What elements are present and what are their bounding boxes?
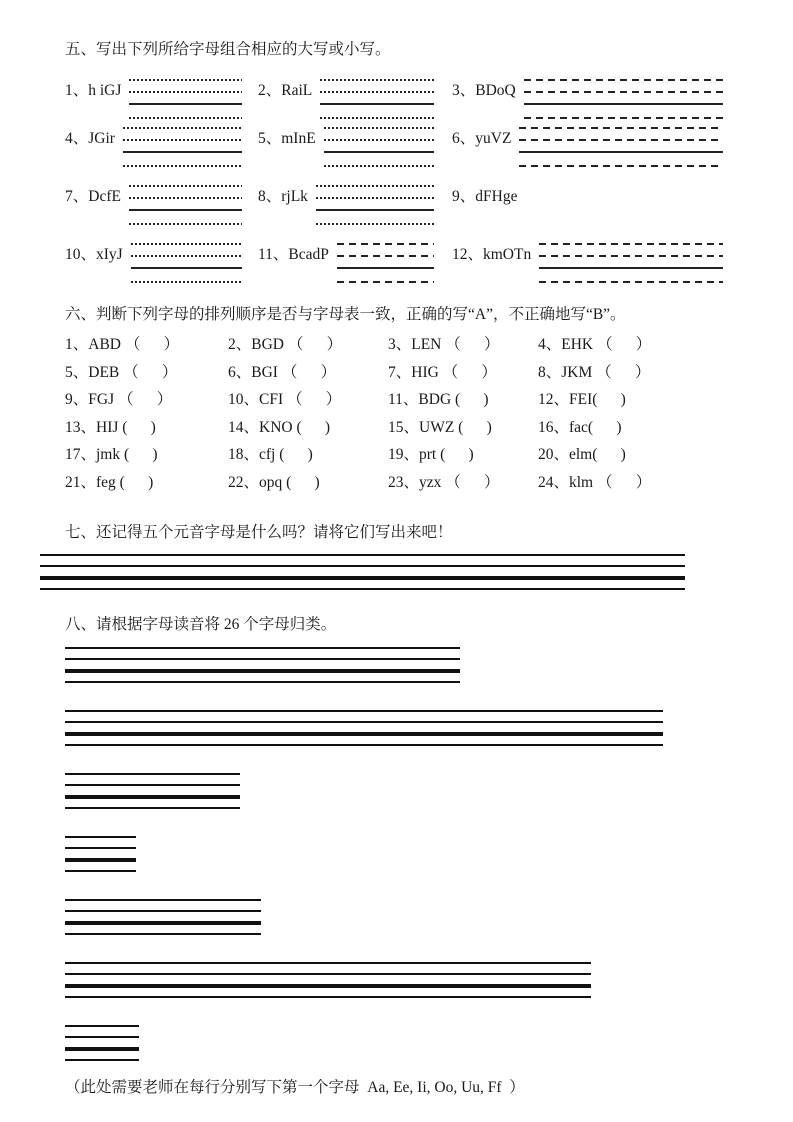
answer-line-thick (65, 795, 240, 799)
answer-line-thin (65, 996, 591, 998)
writing-line-solid (524, 103, 723, 105)
writing-line-dashed (539, 281, 723, 283)
writing-grid (337, 242, 434, 283)
writing-line-dashed (519, 139, 723, 141)
writing-line-solid (129, 209, 242, 211)
answer-line-thick (40, 576, 685, 580)
writing-line-dashed (337, 255, 434, 257)
writing-grid (324, 126, 434, 167)
writing-line-dashed (524, 117, 723, 119)
writing-line-dashed (316, 197, 434, 199)
answer-line-thin (65, 933, 261, 935)
letter-combo-item-4 (65, 126, 258, 167)
section-7-title: 七、还记得五个元音字母是什么吗？请将它们写出来吧！ (65, 523, 453, 541)
writing-line-solid (129, 103, 242, 105)
judge-item-12: 12、FEI( ) (538, 391, 626, 409)
writing-line-dashed (131, 281, 242, 283)
writing-line-dashed (129, 79, 242, 81)
writing-line-solid (337, 267, 434, 269)
answer-line-thin (65, 973, 591, 975)
writing-line-dashed (129, 223, 242, 225)
answer-line-thin (65, 1036, 139, 1038)
answer-line-thick (65, 858, 136, 862)
writing-line-solid (131, 267, 242, 269)
writing-line-dashed (129, 185, 242, 187)
judge-item-13: 13、HIJ ( ) (65, 418, 156, 436)
judge-item-1: 1、ABD （ ） (65, 336, 180, 353)
answer-line-thin (65, 681, 460, 683)
classify-lines-group-2 (65, 710, 663, 746)
answer-line-thin (65, 710, 663, 712)
writing-grid (519, 126, 723, 167)
letter-combo-item-7 (65, 184, 258, 225)
writing-line-dashed (129, 91, 242, 93)
classify-lines-group-4 (65, 836, 136, 872)
letter-combo-item-10 (65, 242, 258, 283)
judge-item-18: 18、cfj ( ) (228, 446, 313, 464)
section-6-title: 六、判断下列字母的排列顺序是否与字母表一致，正确的写“A”，不正确地写“B”。 (65, 306, 626, 323)
writing-line-solid (324, 151, 434, 153)
judge-item-24: 24、klm （ ） (538, 473, 652, 491)
classify-lines-group-3 (65, 773, 240, 809)
writing-line-dashed (337, 281, 434, 283)
answer-line-thin (40, 554, 685, 556)
answer-line-thin (65, 658, 460, 660)
writing-grid (129, 184, 242, 225)
judge-item-5: 5、DEB （ ） (65, 363, 178, 381)
letter-combo-label: 8、rjLk (258, 188, 308, 205)
writing-line-dashed (123, 165, 242, 167)
writing-line-dashed (519, 127, 723, 129)
letter-combo-item-9 (452, 184, 725, 225)
writing-grid (131, 242, 242, 283)
judge-item-2: 2、BGD （ ） (228, 336, 343, 353)
writing-line-dashed (524, 91, 723, 93)
writing-line-dashed (123, 139, 242, 141)
writing-line-solid (316, 209, 434, 211)
letter-combo-item-11 (258, 242, 452, 283)
letter-combo-label: 7、DcfE (65, 188, 121, 205)
section-5-row-4 (65, 242, 725, 283)
letter-combo-item-6 (452, 126, 725, 167)
writing-line-dashed (123, 127, 242, 129)
answer-line-thin (65, 807, 240, 809)
answer-line-thin (65, 721, 663, 723)
judge-item-19: 19、prt ( ) (388, 446, 474, 464)
answer-line-thin (65, 870, 136, 872)
writing-line-dashed (337, 243, 434, 245)
writing-grid (539, 242, 723, 283)
judge-item-11: 11、BDG ( ) (388, 391, 489, 409)
letter-combo-label: 2、RaiL (258, 82, 313, 99)
judge-item-10: 10、CFI （ ） (228, 391, 342, 409)
writing-grid (524, 78, 723, 119)
writing-line-dashed (324, 165, 434, 167)
judge-item-17: 17、jmk ( ) (65, 446, 158, 464)
writing-line-dashed (316, 185, 434, 187)
answer-line-thin (65, 910, 261, 912)
judge-item-9: 9、FGJ （ ） (65, 391, 173, 409)
writing-line-dashed (131, 255, 242, 257)
writing-grid (123, 126, 242, 167)
answer-line-thick (65, 921, 261, 925)
judge-item-14: 14、KNO ( ) (228, 418, 331, 436)
judge-item-23: 23、yzx （ ） (388, 473, 500, 491)
answer-line-thick (65, 984, 591, 988)
judge-item-3: 3、LEN （ ） (388, 336, 500, 353)
classify-lines-group-1 (65, 647, 460, 683)
writing-line-dashed (519, 165, 723, 167)
answer-line-thin (65, 773, 240, 775)
letter-combo-item-1 (65, 78, 258, 119)
writing-grid (129, 78, 242, 119)
judge-item-8: 8、JKM （ ） (538, 363, 651, 381)
answer-line-thin (65, 899, 261, 901)
answer-line-thick (65, 669, 460, 673)
writing-line-dashed (320, 91, 434, 93)
writing-line-dashed (539, 243, 723, 245)
writing-line-dashed (129, 117, 242, 119)
answer-line-thin (65, 836, 136, 838)
answer-line-thin (65, 647, 460, 649)
writing-line-solid (519, 151, 723, 153)
letter-combo-label: 9、dFHge (452, 188, 518, 205)
answer-line-thin (40, 565, 685, 567)
writing-line-dashed (131, 243, 242, 245)
section-5-title: 五、写出下列所给字母组合相应的大写或小写。 (65, 41, 391, 58)
vowel-answer-lines (40, 554, 685, 590)
writing-line-dashed (129, 197, 242, 199)
letter-combo-label: 10、xIyJ (65, 246, 123, 263)
answer-line-thin (65, 1059, 139, 1061)
writing-grid (316, 184, 434, 225)
letter-combo-label: 6、yuVZ (452, 130, 512, 147)
judge-item-22: 22、opq ( ) (228, 473, 320, 491)
classify-lines-group-5 (65, 899, 261, 935)
writing-line-solid (320, 103, 434, 105)
section-5-row-3 (65, 184, 725, 225)
classify-lines-group-7 (65, 1025, 139, 1061)
judge-items-grid (65, 331, 725, 497)
letter-combo-label: 11、BcadP (258, 246, 329, 263)
writing-line-dashed (316, 223, 434, 225)
section-5-row-2 (65, 126, 725, 167)
judge-item-15: 15、UWZ ( ) (388, 418, 492, 436)
judge-item-20: 20、elm( ) (538, 446, 626, 464)
writing-line-dashed (524, 79, 723, 81)
writing-line-dashed (320, 79, 434, 81)
letter-combo-label: 12、kmOTn (452, 246, 532, 263)
classify-lines-group-6 (65, 962, 591, 998)
writing-line-dashed (539, 255, 723, 257)
judge-item-21: 21、feg ( ) (65, 473, 154, 491)
answer-line-thin (65, 784, 240, 786)
letter-combo-label: 5、mInE (258, 130, 316, 147)
letter-combo-item-2 (258, 78, 452, 119)
writing-line-dashed (324, 139, 434, 141)
section-8-title: 八、请根据字母读音将 26 个字母归类。 (65, 615, 337, 633)
answer-line-thin (65, 847, 136, 849)
letter-combo-item-8 (258, 184, 452, 225)
answer-line-thin (40, 588, 685, 590)
teacher-note: （此处需要老师在每行分别写下第一个字母 Aa, Ee, Ii, Oo, Uu, Ff ） (65, 1078, 525, 1096)
letter-combo-item-5 (258, 126, 452, 167)
writing-line-solid (123, 151, 242, 153)
letter-combo-label: 3、BDoQ (452, 82, 516, 99)
letter-combo-item-12 (452, 242, 725, 283)
judge-item-7: 7、HIG （ ） (388, 363, 497, 381)
judge-item-4: 4、EHK （ ） (538, 336, 652, 353)
judge-item-6: 6、BGI （ ） (228, 363, 337, 381)
writing-grid (320, 78, 434, 119)
answer-line-thick (65, 1047, 139, 1051)
writing-line-solid (539, 267, 723, 269)
answer-line-thin (65, 1025, 139, 1027)
writing-line-dashed (320, 117, 434, 119)
writing-line-dashed (324, 127, 434, 129)
answer-line-thin (65, 962, 591, 964)
answer-line-thick (65, 732, 663, 736)
letter-combo-label: 1、h iGJ (65, 82, 122, 99)
section-5-row-1 (65, 78, 725, 119)
letter-combo-label: 4、JGir (65, 130, 115, 147)
answer-line-thin (65, 744, 663, 746)
judge-item-16: 16、fac( ) (538, 418, 622, 436)
letter-combo-item-3 (452, 78, 725, 119)
